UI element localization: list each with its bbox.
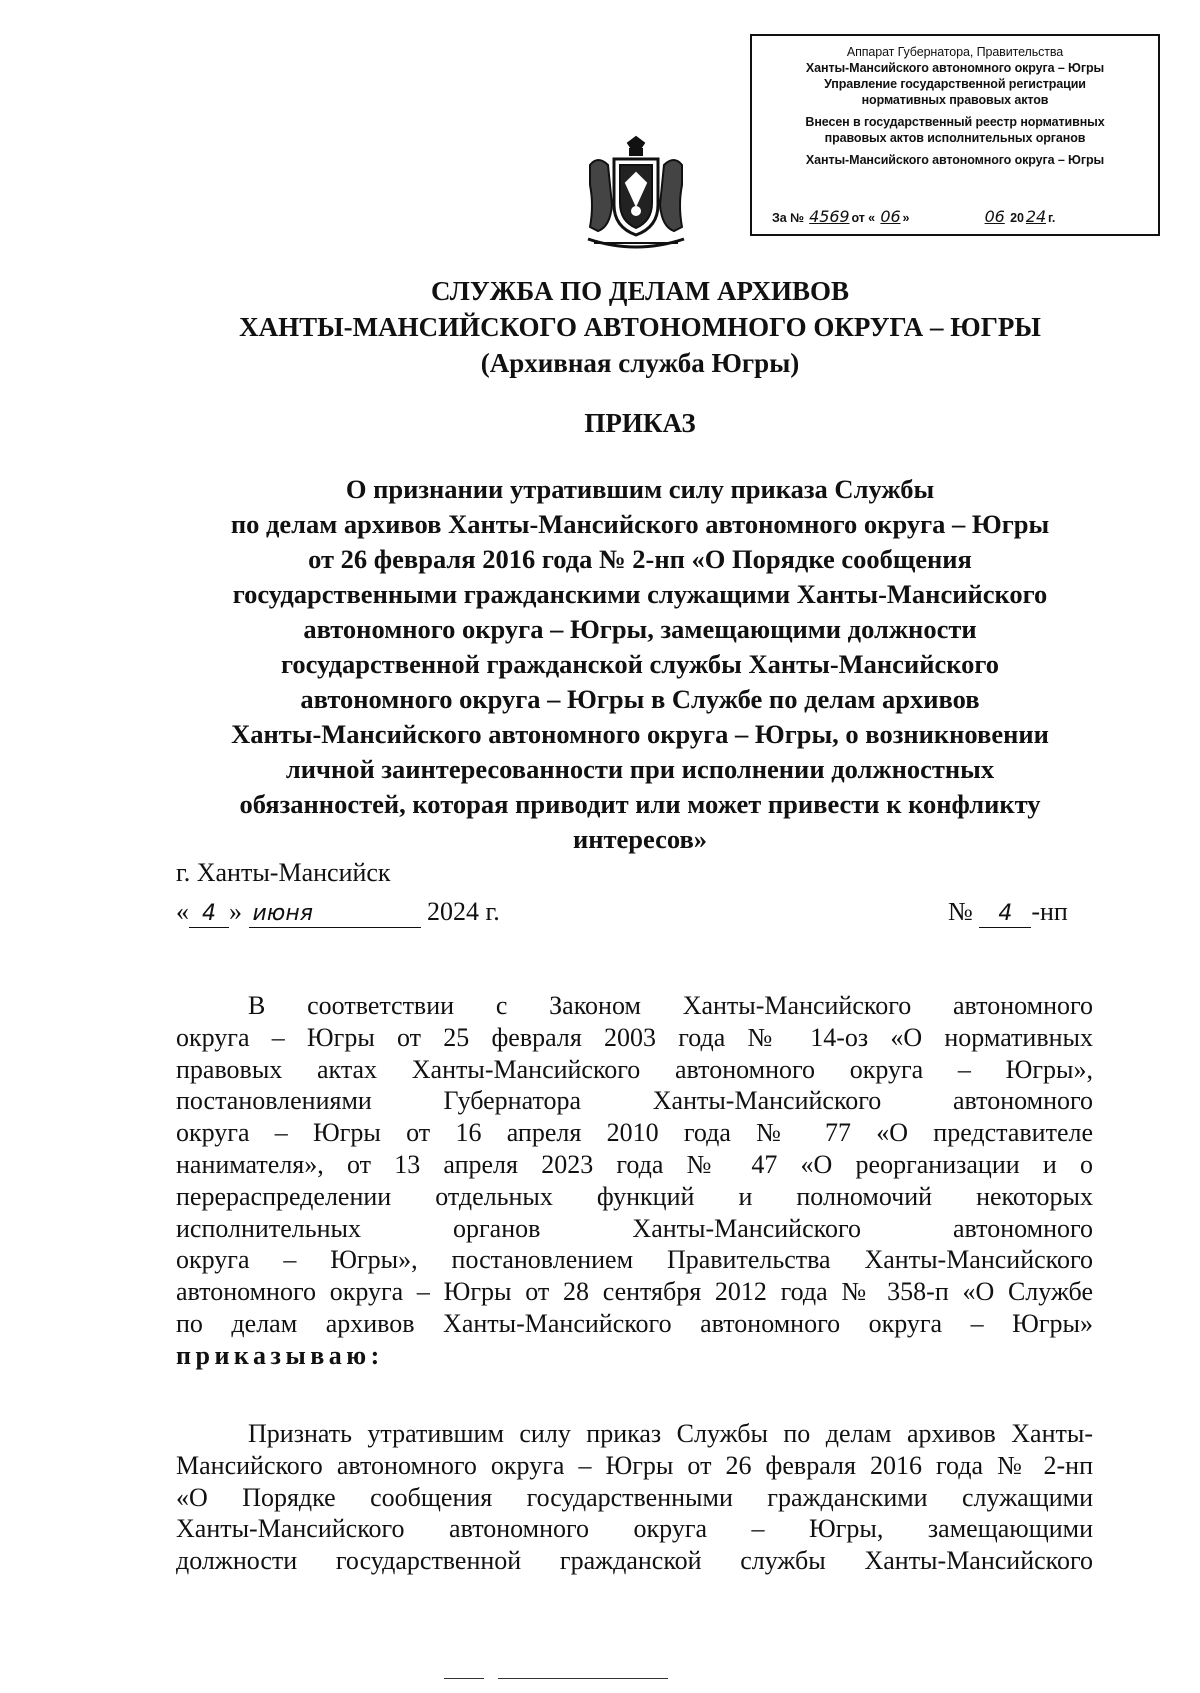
stamp-region: Ханты-Мансийского автономного округа – Югры bbox=[805, 153, 1105, 167]
paragraph-line: должности государственной гражданской службы Ханты-Мансийского bbox=[176, 1546, 1093, 1576]
reg-day: 06 bbox=[880, 207, 901, 226]
reg-quote: » bbox=[902, 211, 910, 225]
document-type: ПРИКАЗ bbox=[584, 408, 696, 438]
paragraph-line: нанимателя», от 13 апреля 2023 года № 47 «О реорганизации и о bbox=[176, 1149, 1093, 1179]
paragraph-line: округа – Югры», постановлением Правительства Ханты-Мансийского bbox=[176, 1245, 1093, 1275]
org-line: СЛУЖБА ПО ДЕЛАМ АРХИВОВ bbox=[430, 276, 850, 306]
stamp-line: Управление государственной регистрации bbox=[824, 77, 1086, 91]
title-line: О признании утратившим силу приказа Службы bbox=[345, 474, 935, 504]
document-title bbox=[140, 472, 1140, 857]
number-prefix: № bbox=[948, 897, 973, 926]
date-year: 2024 г. bbox=[427, 897, 500, 926]
stamp-entered-line: Внесен в государственный реестр нормативных bbox=[805, 115, 1105, 129]
registration-stamp bbox=[750, 34, 1160, 236]
paragraph-line: перераспределении отдельных функций и полномочий некоторых bbox=[176, 1181, 1093, 1211]
reg-year-prefix: 20 bbox=[1010, 211, 1024, 225]
document-number bbox=[948, 897, 1068, 928]
title-line: автономного округа – Югры в Службе по делам архивов bbox=[300, 684, 980, 714]
paragraph-line: автономного округа – Югры от 28 сентября 2012 года № 358-п «О Службе bbox=[176, 1277, 1093, 1307]
title-line: обязанностей, которая приводит или может привести к конфликту bbox=[239, 789, 1041, 819]
title-line: личной заинтересованности при исполнении должностных bbox=[285, 754, 995, 784]
number-suffix: -нп bbox=[1031, 897, 1068, 926]
date-month: июня bbox=[249, 901, 421, 928]
preamble-paragraph bbox=[176, 990, 1093, 1372]
title-line: интересов» bbox=[572, 824, 708, 854]
document-date bbox=[176, 897, 500, 928]
scan-artifact-line bbox=[498, 1678, 668, 1679]
order-word: приказываю: bbox=[176, 1340, 384, 1370]
paragraph-line: правовых актах Ханты-Мансийского автономного округа – Югры», bbox=[176, 1054, 1093, 1084]
org-line: (Архивная служба Югры) bbox=[480, 348, 800, 378]
reg-number: 4569 bbox=[809, 207, 850, 226]
paragraph-line: Ханты-Мансийского автономного округа – Югры, замещающими bbox=[176, 1514, 1093, 1544]
paragraph-line: по делам архивов Ханты-Мансийского автономного округа – Югры» bbox=[176, 1308, 1093, 1338]
coat-of-arms-icon bbox=[580, 135, 692, 253]
title-line: от 26 февраля 2016 года № 2-нп «О Порядке сообщения bbox=[308, 544, 972, 574]
number-value: 4 bbox=[979, 901, 1031, 928]
title-line: государственными гражданскими служащими Ханты-Мансийского bbox=[232, 579, 1048, 609]
paragraph-line: В соответствии с Законом Ханты-Мансийского автономного bbox=[248, 991, 1093, 1020]
reg-year: 24 bbox=[1025, 207, 1047, 226]
scan-artifact-line bbox=[444, 1678, 484, 1679]
paragraph-line: округа – Югры от 16 апреля 2010 года № 77 «О представителе bbox=[176, 1118, 1093, 1148]
date-day: 4 bbox=[189, 901, 229, 928]
paragraph-line: постановлениями Губернатора Ханты-Мансийского автономного bbox=[176, 1086, 1093, 1116]
paragraph-line: Признать утратившим силу приказ Службы по делам архивов Ханты- bbox=[248, 1419, 1093, 1448]
title-line: автономного округа – Югры, замещающими должности bbox=[303, 614, 977, 644]
paragraph-line: Мансийского автономного округа – Югры от 26 февраля 2016 года № 2-нп bbox=[176, 1450, 1093, 1480]
order-paragraph bbox=[176, 1418, 1093, 1577]
paragraph-line: исполнительных органов Ханты-Мансийского автономного bbox=[176, 1213, 1093, 1243]
document-place: г. Ханты-Мансийск bbox=[176, 858, 391, 887]
reg-prefix: За № bbox=[772, 211, 804, 225]
stamp-line: нормативных правовых актов bbox=[861, 93, 1049, 107]
organization-heading bbox=[140, 273, 1140, 381]
title-line: Ханты-Мансийского автономного округа – Югры, о возникновении bbox=[231, 719, 1049, 749]
stamp-registration-number bbox=[772, 209, 1152, 226]
org-line: ХАНТЫ-МАНСИЙСКОГО АВТОНОМНОГО ОКРУГА – ЮГРЫ bbox=[239, 312, 1041, 342]
stamp-line: Ханты-Мансийского автономного округа – Югры bbox=[805, 61, 1105, 75]
title-line: по делам архивов Ханты-Мансийского автономного округа – Югры bbox=[230, 509, 1050, 539]
paragraph-line: «О Порядке сообщения государственными гражданскими служащими bbox=[176, 1482, 1093, 1512]
stamp-entered-line: правовых актов исполнительных органов bbox=[824, 131, 1086, 145]
stamp-line: Аппарат Губернатора, Правительства bbox=[846, 45, 1064, 59]
reg-from: от « bbox=[851, 211, 875, 225]
date-quote-open: « bbox=[176, 897, 189, 926]
reg-year-suffix: г. bbox=[1048, 211, 1056, 225]
reg-month: 06 bbox=[984, 207, 1005, 226]
date-quote-close: » bbox=[229, 897, 242, 926]
paragraph-line: округа – Югры от 25 февраля 2003 года № 14-оз «О нормативных bbox=[176, 1022, 1093, 1052]
title-line: государственной гражданской службы Ханты-Мансийского bbox=[280, 649, 1000, 679]
